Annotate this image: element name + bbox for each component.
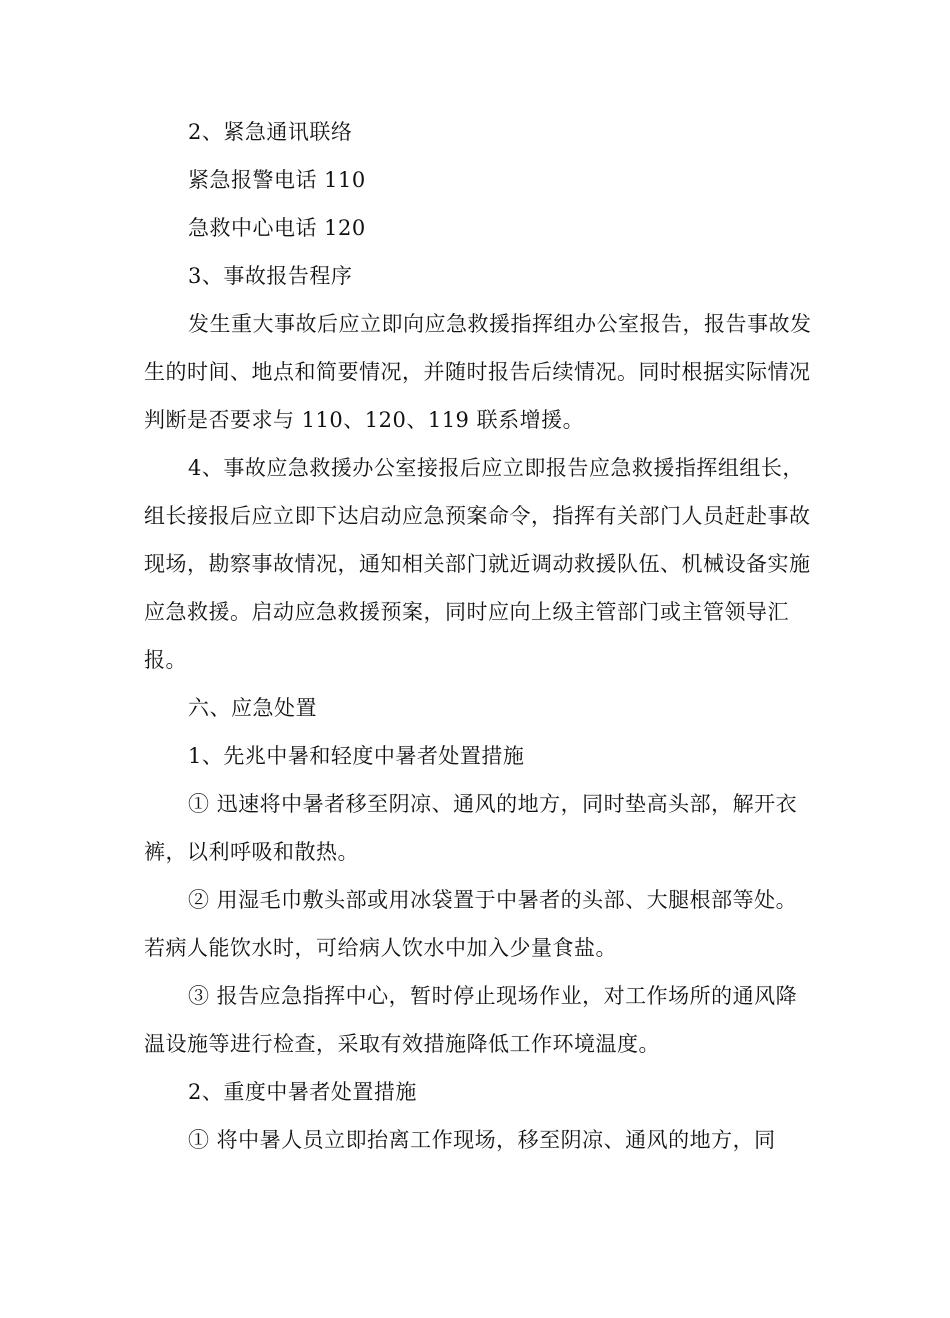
police-phone-line: 紧急报警电话 110: [188, 168, 366, 192]
list-item-measure-3: ③ 报告应急指挥中心，暂时停止现场作业，对工作场所的通风降温设施等进行检查，采取有效措施降低工作环境温度。: [144, 984, 798, 1056]
list-item-measure-2: ② 用湿毛巾敷头部或用冰袋置于中暑者的头部、大腿根部等处。若病人能饮水时，可给病人饮水中加入少量食盐。: [144, 888, 798, 960]
list-item-measure-1: ① 迅速将中暑者移至阴凉、通风的地方，同时垫高头部，解开衣裤，以利呼吸和散热。: [144, 792, 798, 864]
heading-accident-report-procedure: 3、事故报告程序: [188, 264, 353, 288]
paragraph-report-procedure: 发生重大事故后应立即向应急救援指挥组办公室报告，报告事故发生的时间、地点和简要情况，并随时报告后续情况。同时根据实际情况判断是否要求与 110、120、119 联系增援。: [144, 312, 812, 432]
document-body: [144, 108, 816, 1164]
heading-mild-heatstroke-measures: 1、先兆中暑和轻度中暑者处置措施: [188, 744, 525, 768]
heading-severe-heatstroke-measures: 2、重度中暑者处置措施: [188, 1080, 417, 1104]
paragraph-rescue-office: 4、事故应急救援办公室接报后应立即报告应急救援指挥组组长，组长接报后应立即下达启动应急预案命令，指挥有关部门人员赶赴事故现场，勘察事故情况，通知相关部门就近调动救援队伍、机械设备实施应急救援。启动应急救援预案，同时应向上级主管部门或主管领导汇报。: [144, 456, 811, 672]
heading-emergency-handling: 六、应急处置: [188, 696, 317, 720]
ambulance-phone-line: 急救中心电话 120: [188, 216, 366, 240]
list-item-severe-measure-1: ① 将中暑人员立即抬离工作现场，移至阴凉、通风的地方，同: [188, 1128, 776, 1152]
heading-emergency-contact: 2、紧急通讯联络: [188, 120, 353, 144]
